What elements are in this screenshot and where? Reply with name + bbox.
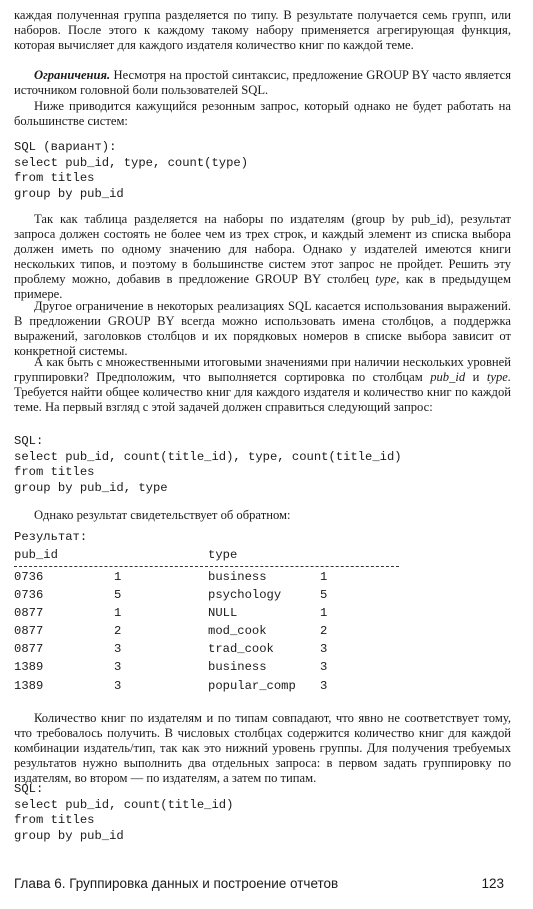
- cell: 2: [320, 624, 328, 639]
- results-label: Результат:: [14, 530, 88, 544]
- paragraph-limitations: [14, 68, 511, 98]
- p4-type: type: [375, 272, 397, 286]
- cell: 1: [320, 606, 328, 621]
- result-table-header: [14, 548, 414, 564]
- table-row: [14, 642, 414, 660]
- code-block-final: SQL: select pub_id, count(title_id) from titles group by pub_id: [14, 782, 234, 843]
- cell: 1: [114, 606, 122, 621]
- paragraph-intro-query: Ниже приводится кажущийся резонным запрос, который однако не будет работать на большинстве систем:: [14, 99, 511, 128]
- cell: psychology: [208, 588, 282, 603]
- table-row: [14, 660, 414, 678]
- paragraph-result-intro: Однако результат свидетельствует об обратном:: [34, 508, 291, 522]
- p4-text-b: , как в предыдущем примере.: [14, 272, 511, 301]
- cell: 3: [320, 642, 328, 657]
- paragraph-group-explain: [14, 212, 511, 302]
- paragraph-group-explanation: каждая полученная группа разделяется по типу. В результате получается семь групп, или наборов. После этого к каждому такому набору применяется агрегирующая функция, которая вычисляет для каждого издателя количество книг по каждой теме.: [14, 8, 511, 52]
- table-row: [14, 570, 414, 588]
- p6-pub-id: pub_id: [430, 370, 466, 384]
- cell: 0736: [14, 570, 44, 584]
- cell: 3: [114, 660, 122, 675]
- p6-text-a: А как быть с множественными итоговыми значениями при наличии нескольких уровней группировки? Предположим, что выполняется сортировка по столбцам: [14, 355, 511, 384]
- header-type: type: [208, 548, 238, 562]
- paragraph-multiple-levels: [14, 355, 511, 415]
- cell: 1: [114, 570, 122, 584]
- cell: popular_comp: [208, 678, 296, 693]
- cell: 3: [114, 678, 122, 693]
- limitations-text: Несмотря на простой синтаксис, предложение GROUP BY часто является источником головной боли пользователей SQL.: [14, 68, 511, 97]
- cell: 5: [114, 588, 122, 603]
- page-number: 123: [481, 876, 504, 891]
- header-rule: [14, 566, 399, 567]
- page-footer: [14, 876, 504, 891]
- cell: trad_cook: [208, 642, 274, 657]
- table-row: [14, 606, 414, 624]
- paragraph-expressions: Другое ограничение в некоторых реализациях SQL касается использования выражений. В предложении GROUP BY всегда можно использовать имена столбцов, а поддержка выражений, заголовков столбцов и их порядковых номеров в списке выбора зависит от конкретной системы.: [14, 299, 511, 358]
- limitations-heading: Ограничения.: [34, 68, 111, 82]
- cell: 0736: [14, 588, 44, 603]
- cell: 1389: [14, 660, 44, 675]
- cell: 3: [114, 642, 122, 657]
- table-row: [14, 588, 414, 606]
- cell: 0877: [14, 624, 44, 639]
- cell: 3: [320, 660, 328, 675]
- table-row: [14, 624, 414, 642]
- cell: 3: [320, 678, 328, 693]
- cell: 5: [320, 588, 328, 603]
- cell: 2: [114, 624, 122, 639]
- code-block-variant: SQL (вариант): select pub_id, type, count(type) from titles group by pub_id: [14, 140, 249, 201]
- p6-type: type.: [486, 370, 511, 384]
- p4-text-a: Так как таблица разделяется на наборы по издателям (group by pub_id), результат запроса должен состоять не более чем из трех строк, и каждый элемент из списка выбора должен иметь по одному значению для набора. Однако у издателей имеются книги нескольких типов, и поэтому в большинстве систем этот запрос не пройдет. Решить эту проблему можно, добавив в предложение GROUP BY столбец: [14, 212, 511, 286]
- cell: business: [208, 660, 267, 675]
- cell: business: [208, 570, 267, 584]
- cell: NULL: [208, 606, 238, 621]
- p6-and: и: [465, 370, 487, 384]
- cell: 1389: [14, 678, 44, 693]
- result-table: [14, 548, 414, 697]
- p6-text-b: Требуется найти общее количество книг для каждого издателя и количество книг по каждой теме. На первый взгляд с этой задачей должен справиться следующий запрос:: [14, 385, 511, 414]
- cell: mod_cook: [208, 624, 267, 639]
- paragraph-conclusion: Количество книг по издателям и по типам совпадают, что явно не соответствует тому, что требовалось получить. В числовых столбцах содержится количество книг для каждой комбинации издатель/тип, так как это нижний уровень группы. Для получения требуемых результатов нужно выполнить два отдельных запроса: в первом задать группировку по издателям, во втором — по издателям, а затем по типам.: [14, 711, 511, 785]
- chapter-title: Глава 6. Группировка данных и построение отчетов: [14, 876, 339, 891]
- header-pub-id: pub_id: [14, 548, 58, 562]
- table-row: [14, 679, 414, 697]
- cell: 0877: [14, 606, 44, 621]
- cell: 0877: [14, 642, 44, 657]
- code-block-query: SQL: select pub_id, count(title_id), type, count(title_id) from titles group by pub_id, type: [14, 434, 402, 495]
- cell: 1: [320, 570, 328, 584]
